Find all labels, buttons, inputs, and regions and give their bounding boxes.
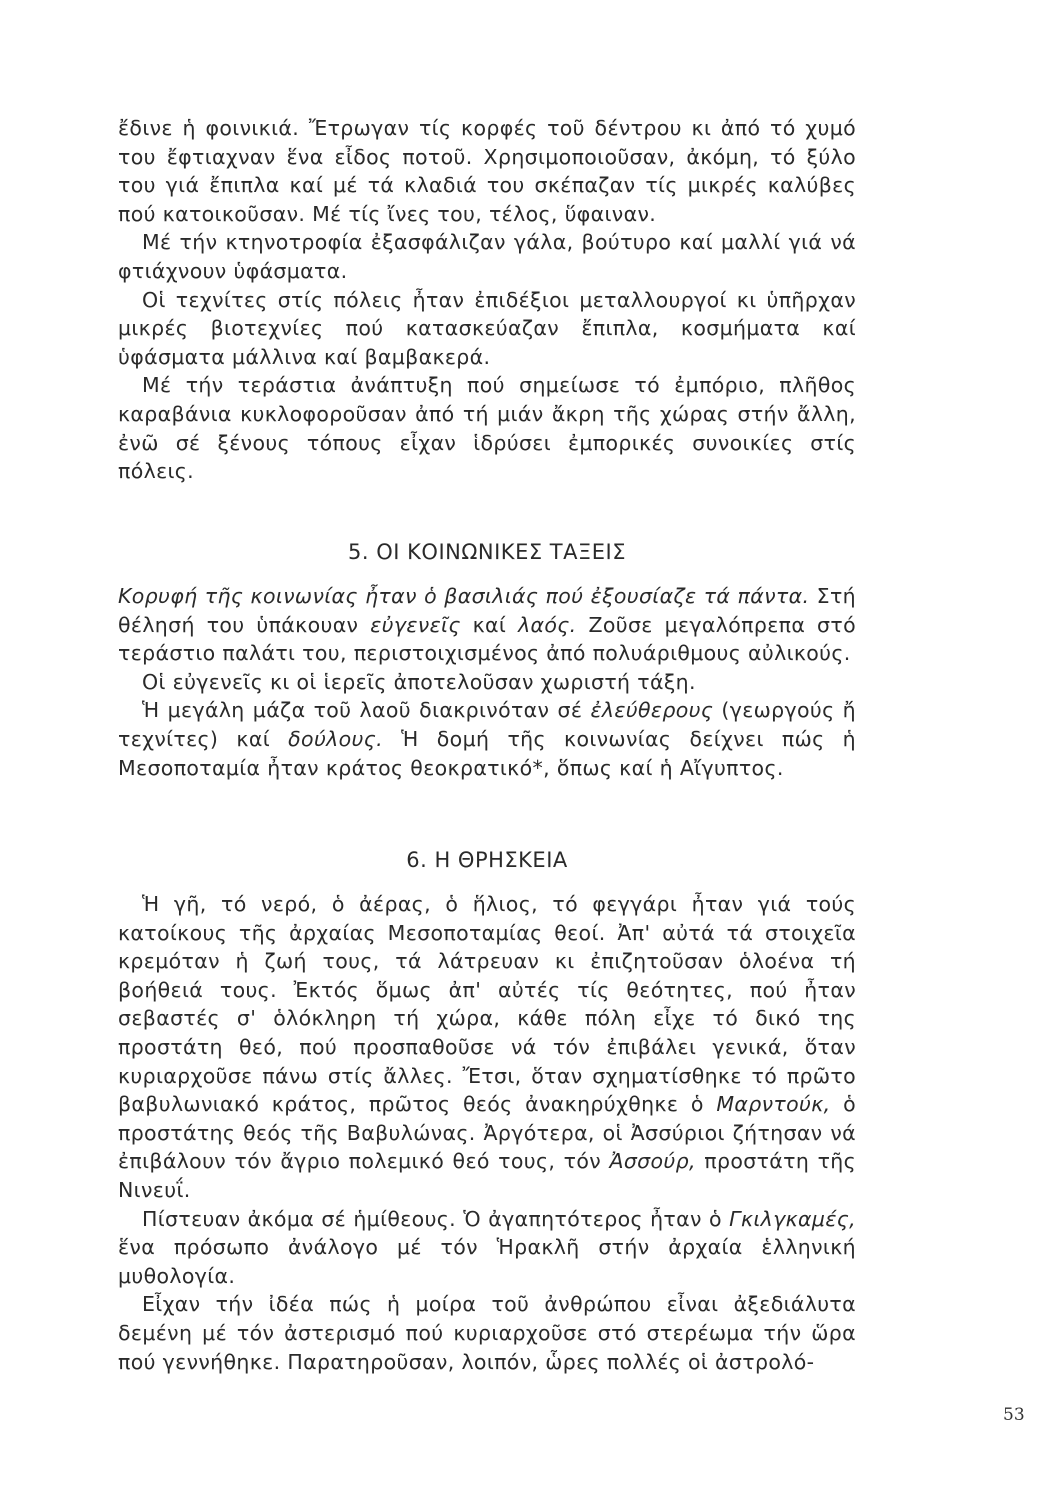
paragraph-nobles: Οἱ εὐγενεῖς κι οἱ ἱερεῖς ἀποτελοῦσαν χωριστή τάξη. xyxy=(142,669,696,694)
text-run: ἕνα πρόσωπο ἀνάλογο μέ τόν Ἡρακλῆ στήν ἀρχαία ἑλληνική μυθολογία. xyxy=(118,1235,856,1288)
religion-section xyxy=(118,890,856,1376)
text-run: Στή θέλησή του ὑπάκουαν xyxy=(118,584,856,637)
text-run: Πίστευαν ἀκόμα σέ ἡμίθεους. Ὁ ἀγαπητότερος ἦταν ὁ xyxy=(142,1206,730,1231)
section-heading-social-classes: 5. ΟΙ ΚΟΙΝΩΝΙΚΕΣ ΤΑΞΕΙΣ xyxy=(348,540,626,564)
italic-phrase: ἐλεύθερους xyxy=(590,698,714,723)
text-run: Ἡ γῆ, τό νερό, ὁ ἀέρας, ὁ ἥλιος, τό φεγγάρι ἦταν γιά τούς κατοίκους τῆς ἀρχαίας Μεσοποταμίας θεοί. Ἀπ' αὐτά τά στοιχεῖα κρεμόταν ἡ ζωή τους, τά λάτρευαν κι ἐπιζητοῦσαν ὁλοένα τή βοήθειά τους. Ἐκτός ὅμως ἀπ' αὐτές τίς θεότητες, πού ἦταν σεβαστές σ' ὁλόκληρη τή χώρα, κάθε πόλη εἶχε τό δικό της προστάτη θεό, πού προσπαθοῦσε νά τόν ἐπιβάλει γενικά, ὅταν κυριαρχοῦσε πάνω στίς ἄλλες. Ἔτσι, ὅταν σχηματίσθηκε τό πρῶτο βαβυλωνιακό κράτος, πρῶτος θεός ἀνακηρύχθηκε ὁ xyxy=(118,892,856,1117)
text-run: (γεωργούς ἤ τεχνίτες) καί xyxy=(118,698,856,751)
text-run: Ἡ μεγάλη μάζα τοῦ λαοῦ διακρινόταν σέ xyxy=(142,698,591,723)
paragraph-craftsmen: Οἱ τεχνίτες στίς πόλεις ἦταν ἐπιδέξιοι μεταλλουργοί κι ὑπῆρχαν μικρές βιοτεχνίες πού κατασκεύαζαν ἔπιπλα, κοσμήματα καί ὑφάσματα μάλλινα καί βαμβακερά. xyxy=(118,287,856,369)
italic-phrase: εὐγενεῖς xyxy=(370,612,461,637)
paragraph-trade: Μέ τήν τεράστια ἀνάπτυξη πού σημείωσε τό ἐμπόριο, πλῆθος καραβάνια κυκλοφοροῦσαν ἀπό τή μιάν ἄκρη τῆς χώρας στήν ἄλλη, ἐνῶ σέ ξένους τόπους εἶχαν ἱδρύσει ἐμπορικές συνοικίες στίς πόλεις. xyxy=(118,373,856,484)
italic-phrase: Κορυφή τῆς κοινωνίας ἦταν ὁ βασιλιάς πού ἐξουσίαζε τά πάντα. xyxy=(118,584,810,608)
italic-phrase: Μαρντούκ, xyxy=(716,1092,831,1117)
italic-phrase: λαός. xyxy=(518,612,577,637)
text-run: Ἡ δομή τῆς κοινωνίας δείχνει πώς ἡ Μεσοποταμία ἦταν κράτος θεοκρατικό*, ὅπως καί ἡ Αἴγυπτος. xyxy=(118,726,856,780)
paragraph-king xyxy=(118,582,856,668)
italic-phrase: δούλους. xyxy=(288,726,383,751)
section-heading-religion: 6. Η ΘΡΗΣΚΕΙΑ xyxy=(406,848,568,872)
page-number: 53 xyxy=(1003,1405,1025,1425)
italic-phrase: Γκιλγκαμές, xyxy=(729,1206,856,1231)
text-run: ὁ προστάτης θεός τῆς Βαβυλώνας. Ἀργότερα, οἱ Ἀσσύριοι ζήτησαν νά ἐπιβάλουν τόν ἄγριο πολεμικό θεό τους, τόν xyxy=(118,1092,856,1174)
paragraph-gods xyxy=(118,890,856,1205)
paragraph-palm: ἔδινε ἡ φοινικιά. Ἔτρωγαν τίς κορφές τοῦ δέντρου κι ἀπό τό χυμό του ἔφτιαχναν ἕνα εἶδος ποτοῦ. Χρησιμοποιοῦσαν, ἀκόμη, τό ξύλο του γιά ἔπιπλα καί μέ τά κλαδιά του σκέπαζαν τίς μικρές καλύβες πού κατοικοῦσαν. Μέ τίς ἴνες του, τέλος, ὕφαιναν. xyxy=(118,116,856,226)
text-run: καί xyxy=(460,612,519,637)
text-run: Ζοῦσε μεγαλόπρεπα στό τεράστιο παλάτι του, περιστοιχισμένος ἀπό πολυάριθμους αὐλικούς. xyxy=(118,612,856,666)
paragraph-demigods xyxy=(118,1205,856,1291)
italic-phrase: Ἀσσούρ, xyxy=(609,1149,696,1174)
paragraph-people xyxy=(118,696,856,782)
social-classes-section xyxy=(118,582,856,782)
agriculture-trade-section xyxy=(118,114,856,486)
paragraph-astrology: Εἶχαν τήν ἰδέα πώς ἡ μοίρα τοῦ ἀνθρώπου εἶναι ἀξεδιάλυτα δεμένη μέ τόν ἀστερισμό πού κυριαρχοῦσε στό στερέωμα τήν ὥρα πού γεννήθηκε. Παρατηροῦσαν, λοιπόν, ὧρες πολλές οἱ ἀστρολό- xyxy=(118,1292,856,1374)
text-run: προστάτη τῆς Νινευΐ. xyxy=(118,1149,856,1202)
paragraph-livestock: Μέ τήν κτηνοτροφία ἐξασφάλιζαν γάλα, βούτυρο καί μαλλί γιά νά φτιάχνουν ὑφάσματα. xyxy=(118,230,856,283)
